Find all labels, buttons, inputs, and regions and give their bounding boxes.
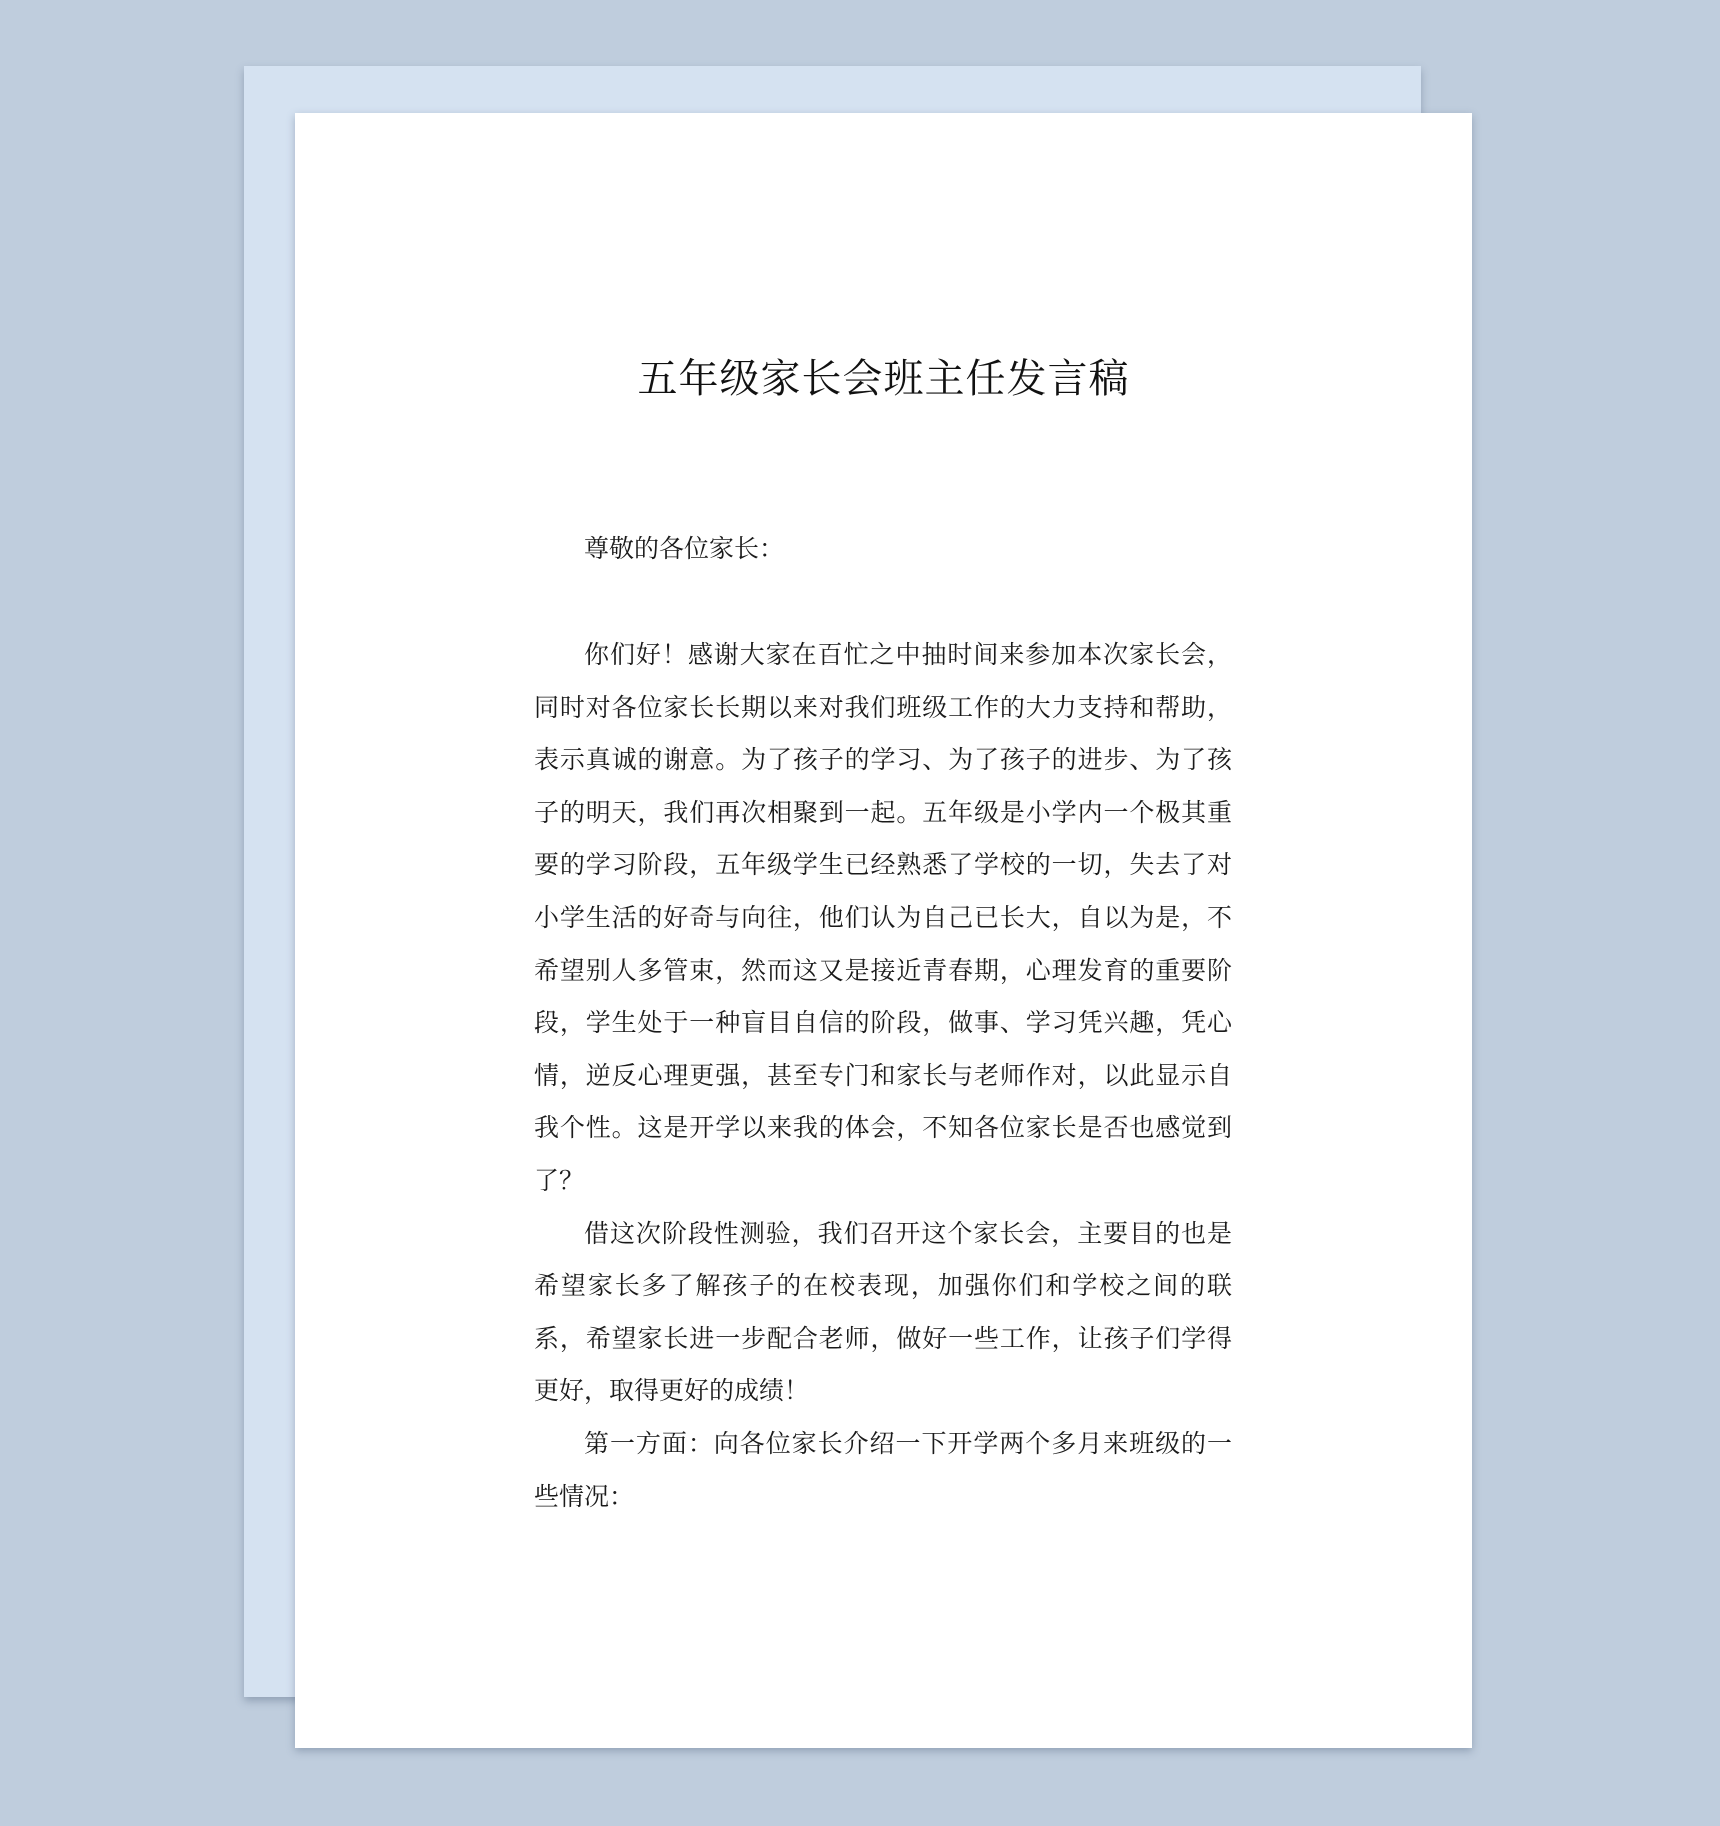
body-paragraph: 你们好！感谢大家在百忙之中抽时间来参加本次家长会，同时对各位家长长期以来对我们班级工作的大力支持和帮助，表示真诚的谢意。为了孩子的学习、为了孩子的进步、为了孩子的明天，我们再次相聚到一起。五年级是小学内一个极其重要的学习阶段，五年级学生已经熟悉了学校的一切，失去了对小学生活的好奇与向往，他们认为自己已长大，自以为是，不希望别人多管束，然而这又是接近青春期，心理发育的重要阶段，学生处于一种盲目自信的阶段，做事、学习凭兴趣，凭心情，逆反心理更强，甚至专门和家长与老师作对，以此显示自我个性。这是开学以来我的体会，不知各位家长是否也感觉到了？ — [534, 640, 1232, 1195]
document-body — [534, 523, 1232, 1523]
document-page — [295, 113, 1472, 1748]
body-paragraph: 借这次阶段性测验，我们召开这个家长会，主要目的也是希望家长多了解孩子的在校表现，加强你们和学校之间的联系，希望家长进一步配合老师，做好一些工作，让孩子们学得更好，取得更好的成绩！ — [534, 1218, 1232, 1406]
body-paragraph: 第一方面：向各位家长介绍一下开学两个多月来班级的一些情况： — [534, 1428, 1232, 1511]
salutation: 尊敬的各位家长： — [584, 534, 785, 563]
document-title: 五年级家长会班主任发言稿 — [637, 356, 1130, 402]
